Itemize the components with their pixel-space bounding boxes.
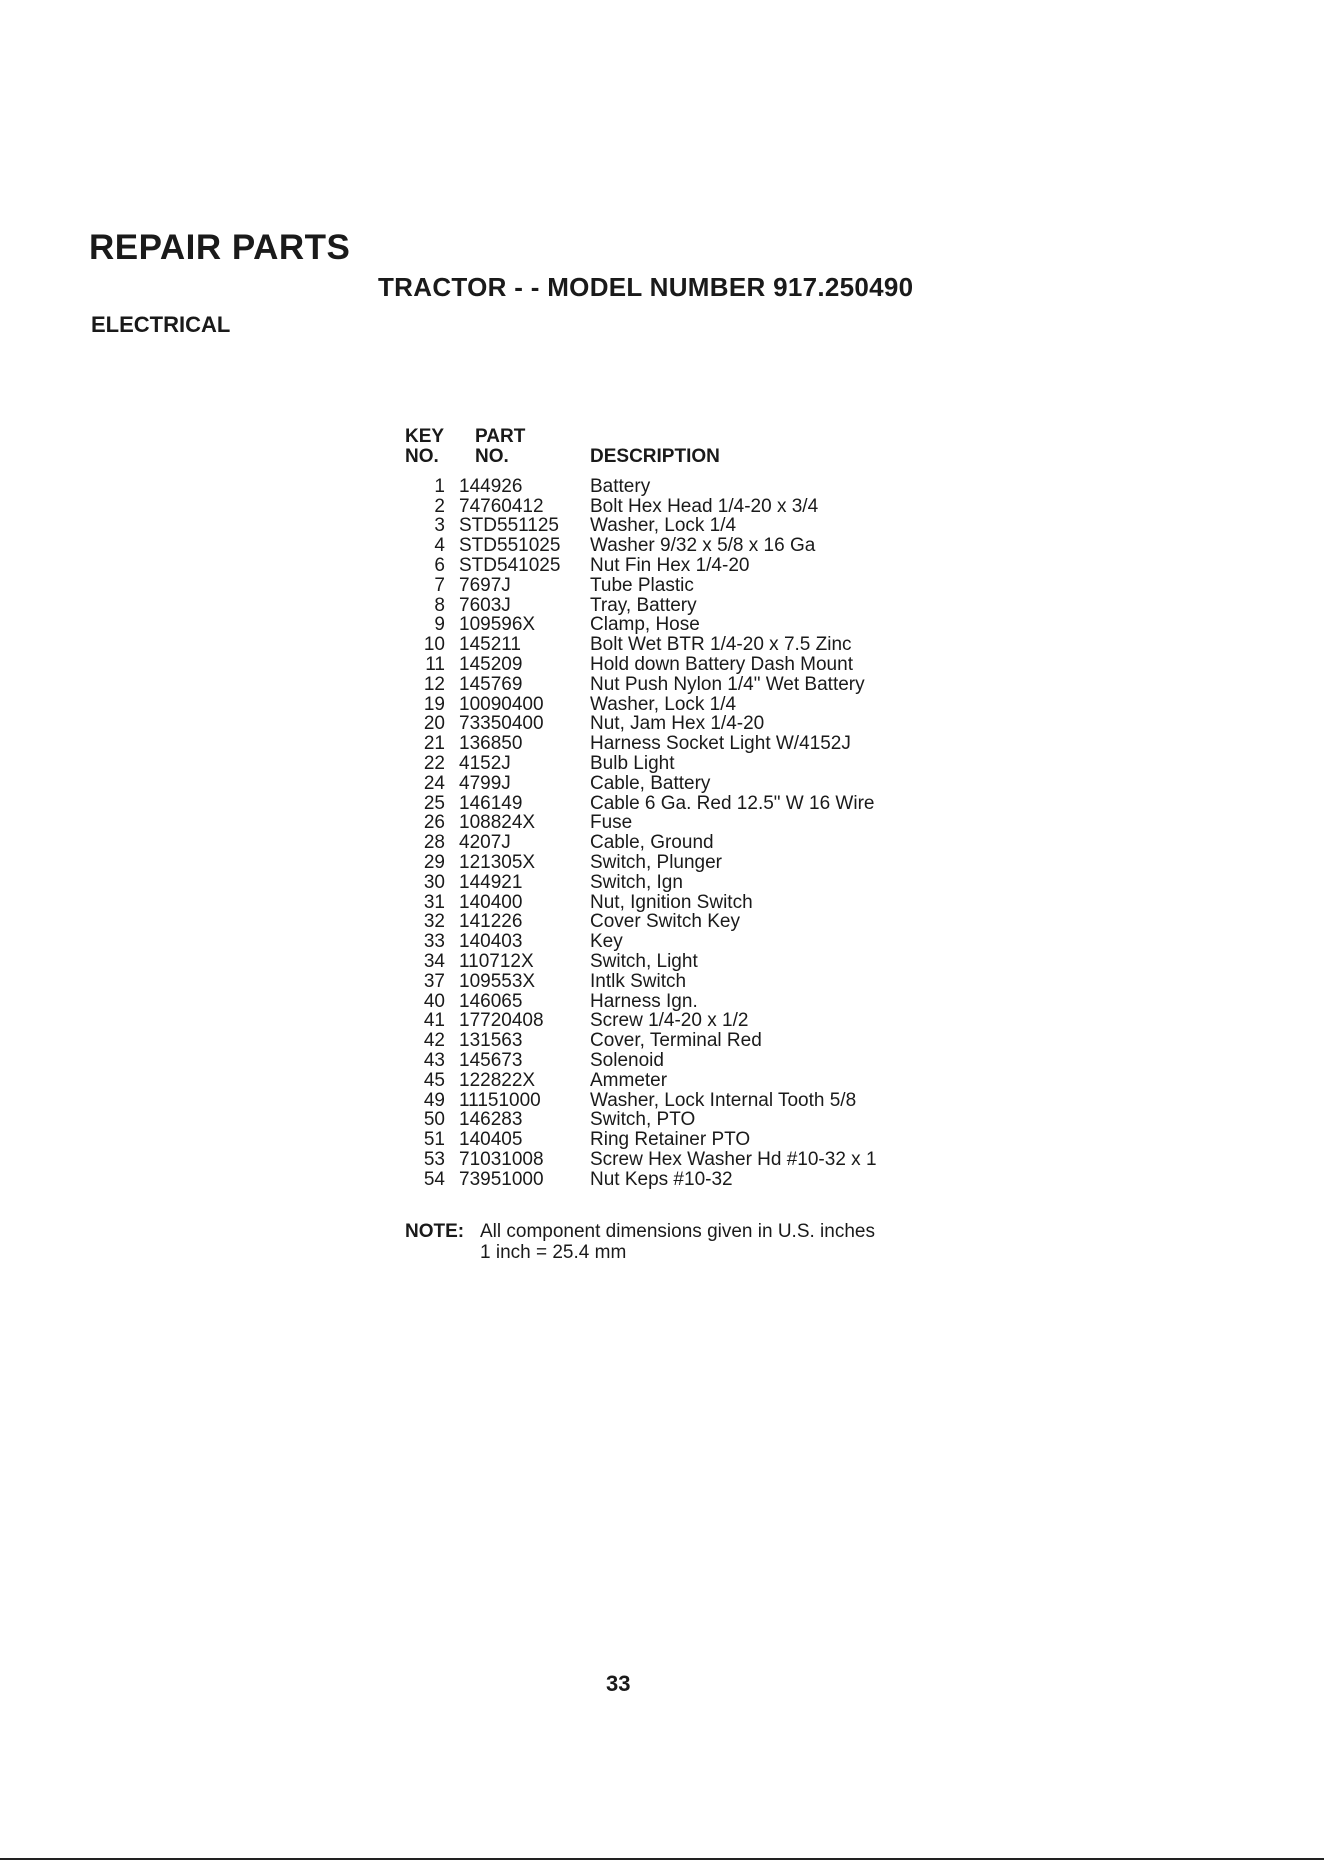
parts-table-header xyxy=(405,427,877,467)
key-no-cell: 20 xyxy=(423,713,445,735)
description-cell: Cover Switch Key xyxy=(590,911,740,933)
page-title: REPAIR PARTS xyxy=(89,228,351,267)
description-cell: Nut, Jam Hex 1/4-20 xyxy=(590,713,765,735)
part-no-cell: 141226 xyxy=(459,911,523,933)
part-no-cell: 145769 xyxy=(459,673,523,695)
key-no-cell: 45 xyxy=(423,1069,445,1091)
key-header-line1: KEY xyxy=(405,426,445,447)
part-no-header xyxy=(475,427,590,467)
table-row xyxy=(405,952,877,972)
key-no-cell: 30 xyxy=(423,871,445,893)
key-no-cell: 29 xyxy=(423,851,445,873)
part-no-cell: STD541025 xyxy=(459,554,561,576)
description-cell: Harness Ign. xyxy=(590,990,698,1012)
description-cell: Washer, Lock 1/4 xyxy=(590,693,737,715)
part-no-cell: 11151000 xyxy=(459,1089,541,1111)
part-no-cell: 4207J xyxy=(459,832,511,854)
part-no-cell: 7697J xyxy=(459,574,511,596)
part-no-cell: 109596X xyxy=(459,614,536,636)
key-no-cell: 41 xyxy=(423,1010,445,1032)
description-cell: Cable, Battery xyxy=(590,772,711,794)
model-number-title: TRACTOR - - MODEL NUMBER 917.250490 xyxy=(378,272,914,302)
description-cell: Ammeter xyxy=(590,1069,668,1091)
table-row xyxy=(405,655,877,675)
table-row xyxy=(405,576,877,596)
table-row xyxy=(405,992,877,1012)
note-line-1: All component dimensions given in U.S. inches xyxy=(480,1221,875,1242)
table-row xyxy=(405,972,877,992)
key-no-cell: 53 xyxy=(423,1148,445,1170)
description-cell: Washer, Lock Internal Tooth 5/8 xyxy=(590,1089,857,1111)
key-no-cell: 28 xyxy=(423,832,445,854)
table-row xyxy=(405,754,877,774)
description-cell: Switch, Ign xyxy=(590,871,683,893)
table-row xyxy=(405,1150,877,1170)
table-row xyxy=(405,813,877,833)
table-row xyxy=(405,1170,877,1190)
part-no-cell: 146283 xyxy=(459,1109,523,1131)
description-cell: Cable, Ground xyxy=(590,832,714,854)
table-row xyxy=(405,1091,877,1111)
key-no-cell: 33 xyxy=(423,931,445,953)
description-cell: Switch, PTO xyxy=(590,1109,696,1131)
part-no-cell: 131563 xyxy=(459,1030,523,1052)
key-no-cell: 21 xyxy=(423,733,445,755)
key-no-cell: 19 xyxy=(423,693,445,715)
key-no-cell: 22 xyxy=(423,752,445,774)
part-no-cell: 4799J xyxy=(459,772,511,794)
description-cell: Washer 9/32 x 5/8 x 16 Ga xyxy=(590,535,816,557)
description-cell: Switch, Light xyxy=(590,950,698,972)
key-no-cell: 32 xyxy=(423,911,445,933)
description-cell: Key xyxy=(590,931,623,953)
table-row xyxy=(405,516,877,536)
table-row xyxy=(405,596,877,616)
table-row xyxy=(405,893,877,913)
table-row xyxy=(405,1071,877,1091)
description-cell: Screw Hex Washer Hd #10-32 x 1 xyxy=(590,1148,877,1170)
part-no-cell: 146149 xyxy=(459,792,523,814)
part-no-cell: 145673 xyxy=(459,1049,523,1071)
table-row xyxy=(405,615,877,635)
key-no-cell: 24 xyxy=(423,772,445,794)
key-no-cell: 3 xyxy=(434,515,445,537)
key-no-cell: 50 xyxy=(423,1109,445,1131)
key-no-cell: 7 xyxy=(434,574,445,596)
parts-table-body xyxy=(405,477,877,1190)
key-no-cell: 8 xyxy=(434,594,445,616)
description-cell: Bolt Hex Head 1/4-20 x 3/4 xyxy=(590,495,819,517)
table-row xyxy=(405,1130,877,1150)
part-no-cell: 146065 xyxy=(459,990,523,1012)
part-no-cell: 140403 xyxy=(459,931,523,953)
part-no-cell: 73350400 xyxy=(459,713,544,735)
page-number: 33 xyxy=(606,1671,631,1696)
part-no-cell: 140400 xyxy=(459,891,523,913)
key-no-cell: 26 xyxy=(423,812,445,834)
key-no-cell: 12 xyxy=(423,673,445,695)
table-row xyxy=(405,635,877,655)
key-no-cell: 54 xyxy=(423,1168,445,1190)
table-row xyxy=(405,873,877,893)
note-label: NOTE: xyxy=(405,1221,465,1242)
key-no-cell: 2 xyxy=(434,495,445,517)
key-no-cell: 31 xyxy=(423,891,445,913)
description-cell: Cover, Terminal Red xyxy=(590,1030,762,1052)
part-no-cell: 145209 xyxy=(459,653,523,675)
table-row xyxy=(405,1031,877,1051)
table-row xyxy=(405,1051,877,1071)
table-row xyxy=(405,675,877,695)
description-cell: Harness Socket Light W/4152J xyxy=(590,733,851,755)
description-cell: Hold down Battery Dash Mount xyxy=(590,653,853,675)
description-cell: Cable 6 Ga. Red 12.5" W 16 Wire xyxy=(590,792,875,814)
parts-table xyxy=(405,427,877,1189)
table-row xyxy=(405,794,877,814)
description-cell: Screw 1/4-20 x 1/2 xyxy=(590,1010,749,1032)
key-no-cell: 34 xyxy=(423,950,445,972)
table-row xyxy=(405,932,877,952)
note xyxy=(405,1221,875,1263)
part-no-cell: STD551025 xyxy=(459,535,561,557)
part-no-cell: 71031008 xyxy=(459,1148,544,1170)
description-cell: Nut Push Nylon 1/4" Wet Battery xyxy=(590,673,865,695)
description-cell: Fuse xyxy=(590,812,633,834)
table-row xyxy=(405,556,877,576)
section-title: ELECTRICAL xyxy=(91,312,231,337)
description-cell: Bulb Light xyxy=(590,752,675,774)
description-cell: Nut Fin Hex 1/4-20 xyxy=(590,554,750,576)
part-no-cell: 73951000 xyxy=(459,1168,544,1190)
part-no-cell: 10090400 xyxy=(459,693,544,715)
key-no-cell: 49 xyxy=(423,1089,445,1111)
key-no-cell: 25 xyxy=(423,792,445,814)
table-row xyxy=(405,497,877,517)
key-no-cell: 10 xyxy=(423,634,445,656)
description-cell: Nut Keps #10-32 xyxy=(590,1168,733,1190)
key-no-cell: 4 xyxy=(434,535,445,557)
part-no-cell: 121305X xyxy=(459,851,536,873)
note-text xyxy=(480,1221,875,1263)
note-line-2: 1 inch = 25.4 mm xyxy=(480,1242,627,1263)
key-no-cell: 40 xyxy=(423,990,445,1012)
part-no-cell: STD551125 xyxy=(459,515,559,537)
table-row xyxy=(405,477,877,497)
part-no-cell: 140405 xyxy=(459,1129,523,1151)
description-cell: Battery xyxy=(590,475,651,497)
part-no-cell: 145211 xyxy=(459,634,521,656)
table-row xyxy=(405,734,877,754)
key-no-cell: 1 xyxy=(434,475,445,497)
key-no-cell: 11 xyxy=(425,653,445,675)
part-no-cell: 17720408 xyxy=(459,1010,544,1032)
table-row xyxy=(405,714,877,734)
table-row xyxy=(405,536,877,556)
part-no-cell: 144926 xyxy=(459,475,523,497)
part-no-cell: 110712X xyxy=(459,950,534,972)
table-row xyxy=(405,833,877,853)
description-cell: Ring Retainer PTO xyxy=(590,1129,751,1151)
key-no-cell: 42 xyxy=(423,1030,445,1052)
description-header: DESCRIPTION xyxy=(590,446,720,467)
part-no-cell: 7603J xyxy=(459,594,511,616)
description-cell: Clamp, Hose xyxy=(590,614,700,636)
part-no-cell: 122822X xyxy=(459,1069,536,1091)
description-cell: Solenoid xyxy=(590,1049,664,1071)
description-cell: Nut, Ignition Switch xyxy=(590,891,753,913)
part-no-cell: 74760412 xyxy=(459,495,544,517)
table-row xyxy=(405,774,877,794)
table-row xyxy=(405,695,877,715)
part-no-cell: 109553X xyxy=(459,970,536,992)
table-row xyxy=(405,1011,877,1031)
part-no-cell: 144921 xyxy=(459,871,523,893)
bottom-rule xyxy=(0,1858,1324,1860)
table-row xyxy=(405,853,877,873)
key-no-cell: 6 xyxy=(434,554,445,576)
part-header-line2: NO. xyxy=(475,445,509,467)
table-row xyxy=(405,912,877,932)
key-no-cell: 9 xyxy=(434,614,445,636)
key-no-cell: 43 xyxy=(423,1049,445,1071)
description-cell: Switch, Plunger xyxy=(590,851,723,873)
description-cell: Intlk Switch xyxy=(590,970,687,992)
key-no-header xyxy=(405,427,475,467)
key-no-cell: 37 xyxy=(423,970,445,992)
description-cell: Bolt Wet BTR 1/4-20 x 7.5 Zinc xyxy=(590,634,852,656)
description-cell: Washer, Lock 1/4 xyxy=(590,515,737,537)
description-cell: Tray, Battery xyxy=(590,594,697,616)
part-header-line1: PART xyxy=(475,426,526,447)
part-no-cell: 4152J xyxy=(459,752,511,774)
part-no-cell: 136850 xyxy=(459,733,523,755)
key-header-line2: NO. xyxy=(405,445,439,467)
part-no-cell: 108824X xyxy=(459,812,536,834)
key-no-cell: 51 xyxy=(423,1129,445,1151)
description-cell: Tube Plastic xyxy=(590,574,694,596)
table-row xyxy=(405,1110,877,1130)
